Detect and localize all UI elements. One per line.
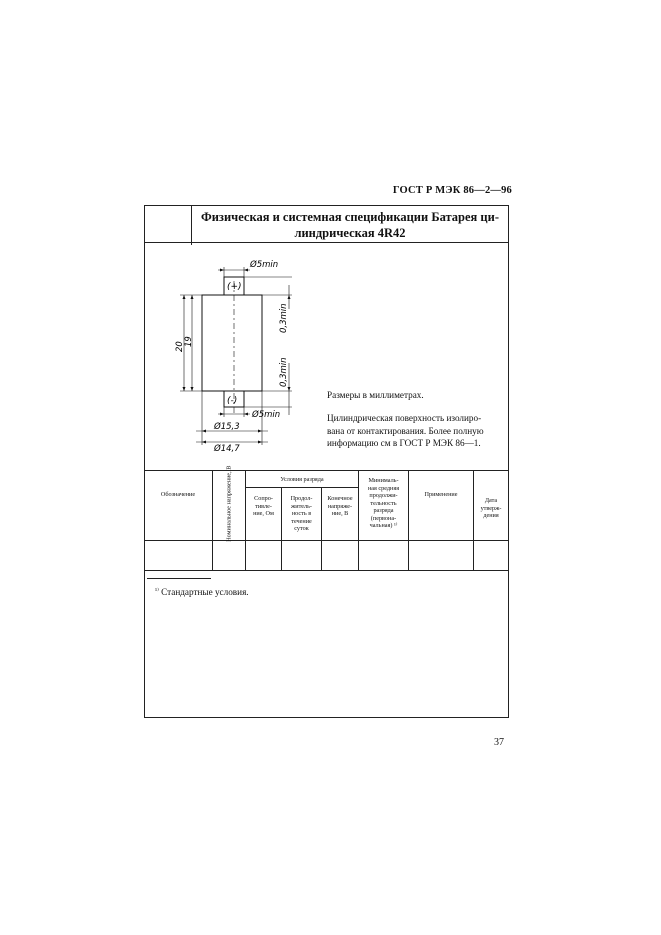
- header-duration-line-3: ность в: [291, 510, 312, 517]
- header-min-avg-line-2: ная средняя: [367, 484, 400, 492]
- table-col-divider: [212, 470, 213, 570]
- header-min-avg-line-6: (первона-: [370, 514, 397, 522]
- table-bottom-border: [144, 570, 509, 571]
- title-divider: [144, 242, 509, 243]
- table-col-divider: [473, 470, 474, 570]
- header-end-voltage: [322, 495, 358, 518]
- insulation-note-line-1: Цилиндрическая поверхность изолиро-: [327, 413, 482, 423]
- header-voltage: Номинальное напряжение, В: [225, 465, 233, 542]
- header-min-avg-line-3: продолжи-: [369, 492, 398, 499]
- header-min-avg-line-4: тельность: [370, 499, 397, 507]
- top-terminal-dimension: Ø5min: [250, 260, 279, 270]
- insulation-note-line-2: вана от контактирования. Более полную: [327, 425, 484, 436]
- header-resistance-line-1: Сопро-: [254, 495, 273, 502]
- header-min-avg-line-7: чальная) ¹⁾: [369, 522, 398, 529]
- header-date-line-3: дения: [483, 512, 499, 519]
- spec-title-line-2: линдрическая 4R42: [294, 226, 406, 240]
- insulation-note-line-3: информацию см в ГОСТ Р МЭК 86—1.: [327, 438, 481, 448]
- header-end-voltage-line-2: напряже-: [327, 502, 353, 510]
- header-discharge-conditions: Условия разряда: [280, 476, 324, 483]
- spec-title-line-1: Физическая и системная спецификации Батарея ци-: [200, 210, 500, 224]
- bottom-terminal-dimension: Ø5min: [252, 410, 281, 420]
- height-max-dimension: 20: [175, 341, 185, 352]
- top-protrusion-dimension: 0,3min: [279, 303, 289, 333]
- height-min-dimension: 19: [184, 336, 194, 347]
- header-duration: [282, 495, 321, 533]
- document-code: ГОСТ Р МЭК 86—2—96: [392, 185, 512, 196]
- diameter-max-dimension: Ø15,3: [214, 422, 240, 432]
- battery-drawing: [170, 255, 320, 455]
- footnote: [155, 587, 249, 597]
- table-header-bottom: [144, 540, 509, 541]
- table-top-border: [144, 470, 509, 471]
- diameter-min-dimension: Ø14,7: [214, 444, 240, 454]
- header-date-line-1: Дата: [484, 497, 498, 504]
- footnote-rule: [147, 578, 211, 579]
- header-duration-line-2: житель-: [290, 502, 312, 510]
- header-date-line-2: утверж-: [480, 504, 502, 512]
- header-duration-line-4: течение: [291, 517, 312, 525]
- header-min-avg-line-1: Минималь-: [368, 477, 399, 484]
- header-resistance-line-2: тивле-: [255, 502, 272, 510]
- units-note: Размеры в миллиметрах.: [327, 390, 424, 400]
- discharge-group-divider: [245, 487, 358, 488]
- table-col-divider: [408, 470, 409, 570]
- header-resistance: [246, 495, 281, 518]
- header-application: Применение: [424, 491, 458, 498]
- page-number: 37: [494, 737, 504, 748]
- plus-terminal-label: (+): [227, 282, 242, 292]
- header-min-avg-line-5: разряда: [373, 507, 394, 514]
- battery-body: [202, 295, 262, 391]
- insulation-note: [327, 412, 503, 450]
- header-resistance-line-3: ние, Ом: [253, 510, 274, 517]
- table-col-divider: [245, 470, 246, 570]
- header-end-voltage-line-3: ние, В: [331, 510, 349, 517]
- header-min-avg-duration: [359, 477, 408, 530]
- spec-title: [191, 206, 508, 245]
- footnote-marker: ¹⁾: [155, 587, 159, 595]
- header-designation: Обозначение: [160, 491, 196, 498]
- header-duration-line-1: Продол-: [290, 495, 313, 502]
- footnote-text: Стандартные условия.: [161, 587, 249, 597]
- header-end-voltage-line-1: Конечное: [327, 495, 353, 502]
- header-approval-date: [474, 497, 508, 520]
- bottom-protrusion-dimension: 0,3min: [279, 357, 289, 387]
- header-duration-line-5: суток: [294, 525, 309, 532]
- minus-terminal-label: (-): [227, 396, 238, 406]
